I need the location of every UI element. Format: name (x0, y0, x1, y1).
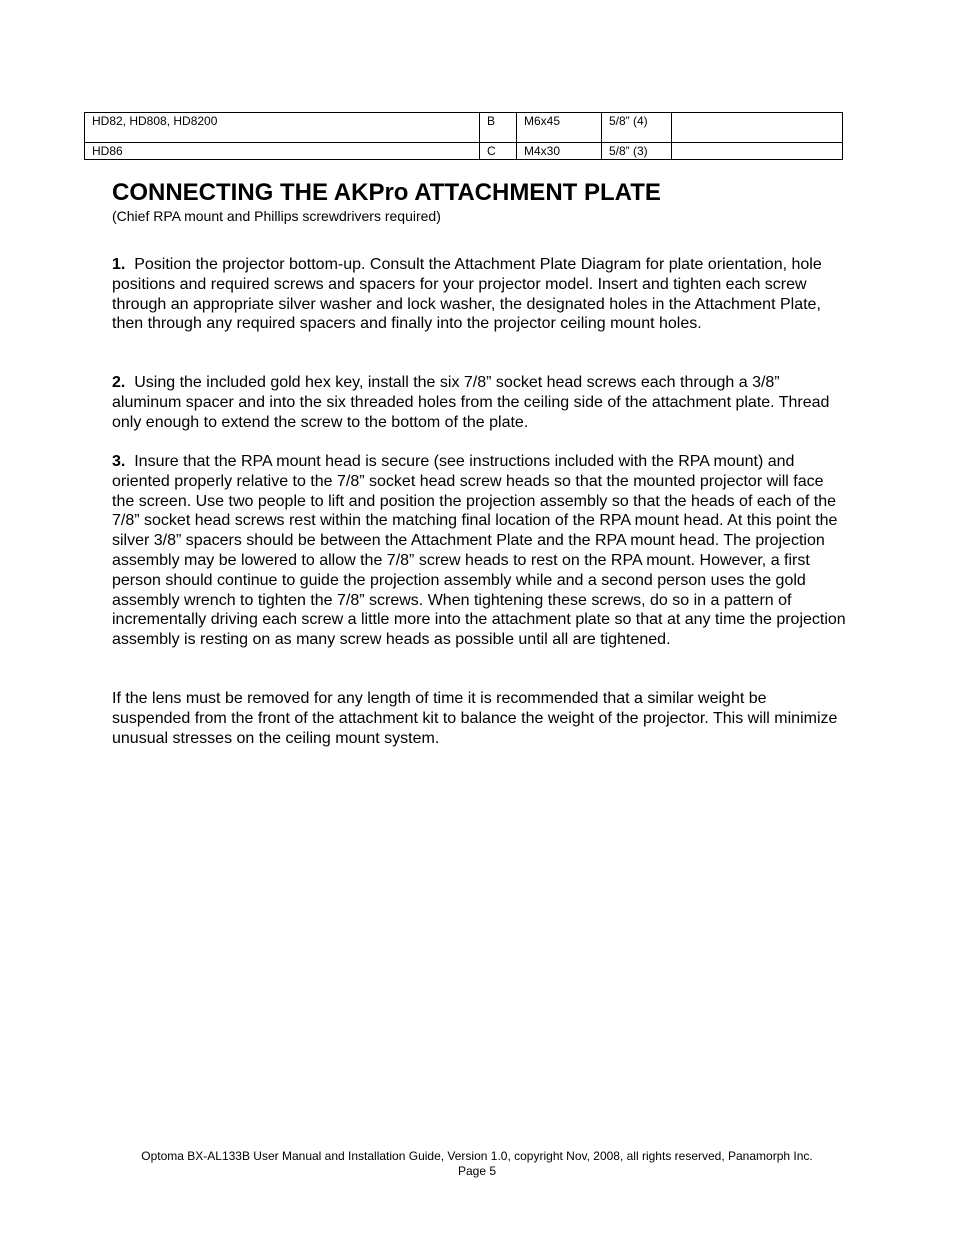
step-text: Position the projector bottom-up. Consult the Attachment Plate Diagram for plate orientation, hole positions and required screws and spacers for your projector model. Insert and tighten each screw through an appropriate silver washer and lock washer, the designated holes in the Attachment Plate, then through any required spacers and finally into the projector ceiling mount holes. (112, 256, 822, 333)
notes-cell (672, 113, 843, 143)
step-text: Insure that the RPA mount head is secure (see instructions included with the RPA mount) and oriented properly relative to the 7/8” socket head screw heads so that the mounted projector will face the screen. Use two people to lift and position the projection assembly so that the heads of each of the 7/8” socket head screws rest within the matching final location of the RPA mount head. At this point the silver 3/8” spacers should be between the Attachment Plate and the RPA mount head. The projection assembly may be lowered to allow the 7/8” screw heads to rest on the RPA mount. However, a first person should continue to guide the projection assembly while and a second person uses the gold assembly wrench to tighten the 7/8” screws. When tightening these screws, do so in a pattern of incrementally driving each screw a little more into the attachment plate so that at any time the projection assembly is resting on as many screw heads as possible until all are tightened. (112, 453, 846, 649)
mounting-spec-table (84, 112, 843, 160)
step-number: 1. (112, 256, 126, 273)
model-cell: HD82, HD808, HD8200 (85, 113, 480, 143)
page-footer (0, 1149, 954, 1179)
section-subtitle: (Chief RPA mount and Phillips screwdrivers required) (112, 208, 441, 224)
spacer-cell: 5/8” (4) (602, 113, 672, 143)
notes-cell (672, 143, 843, 160)
kit-cell: B (480, 113, 517, 143)
footer-copyright: Optoma BX-AL133B User Manual and Installation Guide, Version 1.0, copyright Nov, 2008, all rights reserved, Panamorph Inc. (141, 1149, 813, 1163)
screw-cell: M4x30 (517, 143, 602, 160)
table-row (85, 113, 843, 143)
spacer-cell: 5/8” (3) (602, 143, 672, 160)
section-title: CONNECTING THE AKPro ATTACHMENT PLATE (112, 179, 661, 206)
step-text: Using the included gold hex key, install the six 7/8” socket head screws each through a 3/8” aluminum spacer and into the six threaded holes from the ceiling side of the attachment plate. Thread only enough to extend the screw to the bottom of the plate. (112, 374, 830, 431)
step-1-paragraph (112, 255, 847, 334)
page-number: Page 5 (457, 1164, 497, 1178)
screw-cell: M6x45 (517, 113, 602, 143)
step-number: 2. (112, 374, 126, 391)
kit-cell: C (480, 143, 517, 160)
step-number: 3. (112, 453, 126, 470)
model-cell: HD86 (85, 143, 480, 160)
table-row (85, 143, 843, 160)
step-2-paragraph (112, 373, 847, 432)
step-3-paragraph (112, 452, 847, 650)
lens-removal-note: If the lens must be removed for any length of time it is recommended that a similar weight be suspended from the front of the attachment kit to balance the weight of the projector. This will minimize unusual stresses on the ceiling mount system. (112, 690, 838, 747)
